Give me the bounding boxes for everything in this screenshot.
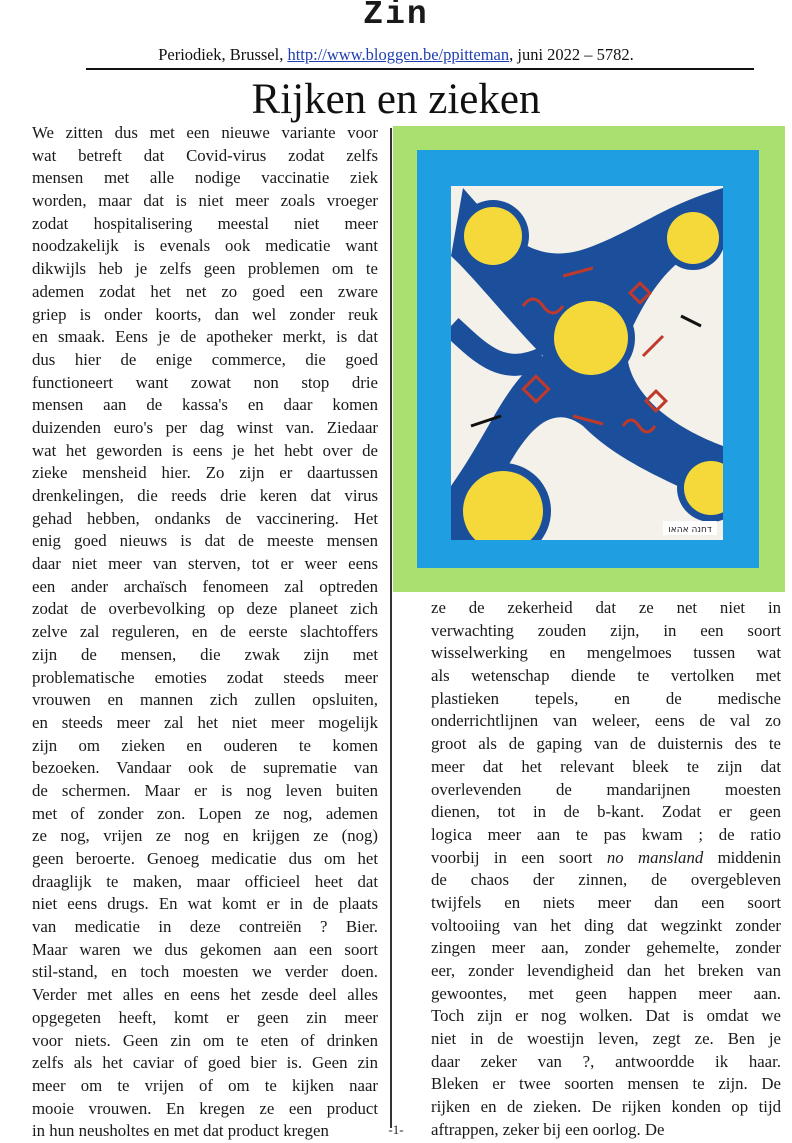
text-line: overlevenden de mandarijnen moesten bbox=[431, 779, 781, 799]
text-line: mooie vrouwen. En kregen ze een product bbox=[32, 1098, 378, 1118]
text-line: ademen zodat het net zo goed een zware bbox=[32, 281, 378, 301]
text-line: de schermen. Maar er is nog leven buiten bbox=[32, 780, 378, 800]
text-line: enig goed nieuws is dat de meeste mensen bbox=[32, 531, 378, 551]
text-line: gehad hebben, ondanks de vaccinering. Het bbox=[32, 508, 378, 528]
text-line: onderrichtlijnen van weleer, eens de val zo bbox=[431, 711, 781, 731]
text-line: met of zonder zon. Lopen ze nog, ademen bbox=[32, 803, 378, 823]
text-line: geen beroerte. Genoeg medicatie dus om het bbox=[32, 849, 378, 868]
text-line: drenkelingen, die reeds drie keren dat virus bbox=[32, 486, 378, 505]
text-line: duizenden euro's per dag winst van. Ziedaar bbox=[32, 417, 378, 437]
text-line: van medicatie in deze contreiën ? Bier. bbox=[32, 917, 378, 937]
text-line: functioneert want zowat non stop drie bbox=[32, 372, 378, 392]
text-line: griep is onder koorts, dan wel zonder reuk bbox=[32, 304, 378, 324]
text-line: meer dat het relevant bleek te zijn dat bbox=[431, 756, 781, 776]
text-line: logica meer aan te pas kwam ; de ratio bbox=[431, 824, 781, 844]
text-line: wat het geworden is eens je het hebt over de bbox=[32, 440, 378, 460]
text-line: problematische emoties zodat steeds meer bbox=[32, 667, 378, 687]
text-line: We zitten dus met een nieuwe variante voor bbox=[32, 123, 378, 142]
headline: Rijken en zieken bbox=[251, 76, 541, 123]
publication-prefix: Periodiek, Brussel, bbox=[158, 45, 288, 64]
text-line: voltooiing van het ding dat wegzinkt zonder bbox=[431, 915, 781, 935]
text-line: en steeds meer zal het niet meer mogelijk bbox=[32, 712, 378, 732]
text-line: en smaak. Eens je de apotheker merkt, is dat bbox=[32, 327, 378, 347]
text-line: bezoeken. Vandaar ook de suprematie van bbox=[32, 758, 378, 778]
text-line: voorbij in een soort no mansland middenin bbox=[431, 847, 781, 867]
text-line: draaglijk te maken, maar officieel heet dat bbox=[32, 871, 378, 891]
artwork-image bbox=[393, 126, 785, 592]
text-line: als wetenschap diende te vertolken met bbox=[431, 666, 781, 686]
text-line: zelve zal reguleren, en de eerste slachtoffers bbox=[32, 622, 378, 642]
text-line: noodzakelijk is evenals ook medicatie want bbox=[32, 236, 378, 256]
text-line: ze nog, vrijen ze nog en krijgen ze (nog) bbox=[32, 826, 378, 846]
text-line: plastieken tepels, en de medische bbox=[431, 688, 781, 708]
text-line: gewoontes, met geen happen meer aan. bbox=[431, 983, 781, 1003]
text-line: wisselwerking en mengelmoes tussen wat bbox=[431, 643, 781, 663]
text-line: wat betreft dat Covid-virus zodat zelfs bbox=[32, 145, 378, 165]
text-line: aftrappen, zeker bij een oorlog. De bbox=[431, 1119, 665, 1139]
text-line: Bleken er twee soorten mensen te zijn. De bbox=[431, 1074, 781, 1094]
text-line: verwachting zouden zijn, in een soort bbox=[431, 620, 781, 640]
text-line: in hun neusholtes en met dat product kregen bbox=[32, 1121, 329, 1141]
publication-date: , juni 2022 – 5782. bbox=[509, 45, 634, 64]
artwork-caption: דחנה אהאו bbox=[668, 525, 712, 535]
text-line: dikwijls heb je zelfs geen problemen om te bbox=[32, 259, 378, 279]
page-number: -1- bbox=[388, 1122, 404, 1137]
blog-link[interactable]: http://www.bloggen.be/ppitteman bbox=[287, 45, 510, 64]
text-line: mensen met alle nodige vaccinatie ziek bbox=[32, 168, 378, 188]
text-line: zingen meer aan, zonder gehemelte, zonder bbox=[431, 938, 781, 958]
text-line: zodat de overbevolking op deze planeet zich bbox=[32, 599, 378, 619]
text-line: zieke mensheid hier. Zo zijn er daartussen bbox=[32, 463, 378, 483]
text-line: dienen, tot in de b-kant. Zodat er geen bbox=[431, 802, 781, 822]
text-line: zelfs als het caviar of goed bier is. Geen zin bbox=[32, 1053, 378, 1073]
text-line: niet in de woestijn leven, zegt ze. Ben je bbox=[431, 1029, 781, 1049]
text-line: een ander archaïsch fenomeen zal optreden bbox=[32, 576, 378, 596]
text-line: mensen aan de kassa's en daar komen bbox=[32, 395, 378, 415]
text-line: Toch zijn er nog wolken. Dat is omdat we bbox=[431, 1006, 781, 1026]
text-line: zijn om zieken en ouderen te komen bbox=[32, 735, 378, 755]
text-line: opgegeten heeft, komt er geen zin meer bbox=[32, 1007, 378, 1027]
text-line: meer om te vrijen of om te kijken naar bbox=[32, 1075, 378, 1095]
column-divider bbox=[390, 128, 392, 1128]
text-line: twijfels en niets meer dan een soort bbox=[431, 892, 781, 912]
text-line: voor niets. Geen zin om te eten of drinken bbox=[32, 1030, 378, 1050]
left-column bbox=[32, 122, 378, 1143]
text-line: de chaos der zinnen, de overgebleven bbox=[431, 870, 781, 890]
text-line: dus hier de enige commerce, die goed bbox=[32, 349, 378, 369]
text-line: groot als de gaping van de duisternis des te bbox=[431, 734, 781, 754]
text-line: zijn de mensen, die zwak zijn met bbox=[32, 644, 378, 664]
text-line: Verder met alles en eens het zesde deel alles bbox=[32, 985, 378, 1005]
text-line: daar zeker van ?, antwoordde ik haar. bbox=[431, 1051, 781, 1071]
text-line: stil-stand, en toch moesten we verder doen. bbox=[32, 962, 378, 982]
header-rule bbox=[86, 68, 754, 70]
right-column bbox=[431, 597, 781, 1142]
text-line: vrouwen en mannen zich zullen opsluiten, bbox=[32, 690, 378, 710]
masthead: Zin bbox=[363, 0, 429, 33]
text-line: worden, maar dat is niet meer zoals vroeger bbox=[32, 191, 378, 211]
text-line: rijken en de zieken. De rijken konden op tijd bbox=[431, 1097, 781, 1117]
text-line: zodat hospitalisering meestal niet meer bbox=[32, 213, 378, 233]
publication-line bbox=[0, 45, 792, 65]
text-line: eer, zonder levendigheid dan het breken van bbox=[431, 961, 781, 980]
text-line: Maar waren we dus gekomen aan een soort bbox=[32, 939, 378, 959]
text-line: daar niet meer van sterven, tot er weer eens bbox=[32, 554, 378, 574]
artwork bbox=[393, 126, 785, 592]
text-line: niet eens drugs. En wat komt er in de plaats bbox=[32, 894, 378, 914]
text-line: ze de zekerheid dat ze net niet in bbox=[431, 598, 781, 617]
